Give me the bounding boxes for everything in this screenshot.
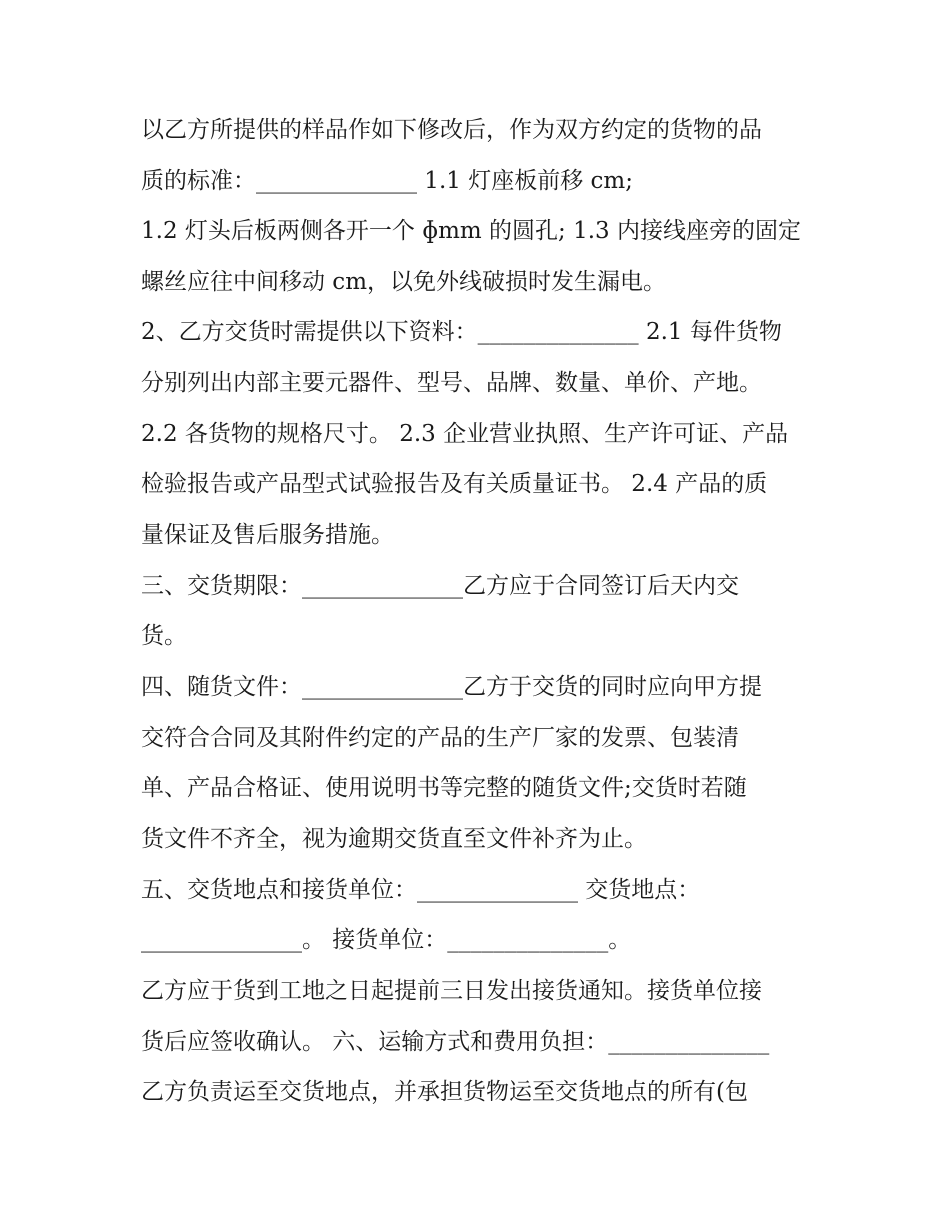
text-line-4: 螺丝应往中间移动 cm，以免外线破损时发生漏电。 (141, 269, 667, 295)
text-line-14: 单、产品合格证、使用说明书等完整的随货文件;交货时若随 (141, 775, 747, 801)
text-line-6: 分别列出内部主要元器件、型号、品牌、数量、单价、产地。 (141, 370, 762, 396)
text-line-8: 检验报告或产品型式试验报告及有关质量证书。 2.4 产品的质 (141, 471, 768, 497)
text-line-15: 货文件不齐全，视为逾期交货直至文件补齐为止。 (141, 826, 647, 852)
text-line-5: 2、乙方交货时需提供以下资料：______________ 2.1 每件货物 (141, 319, 782, 345)
text-line-18: 乙方应于货到工地之日起提前三日发出接货通知。接货单位接 (141, 978, 762, 1004)
text-line-10: 三、交货期限：______________乙方应于合同签订后天内交 (141, 573, 739, 599)
text-line-13: 交符合合同及其附件约定的产品的生产厂家的发票、包装清 (141, 725, 739, 751)
text-line-1: 以乙方所提供的样品作如下修改后，作为双方约定的货物的品 (141, 117, 762, 143)
text-line-2: 质的标准：______________ 1.1 灯座板前移 cm; (141, 168, 633, 194)
text-line-12: 四、随货文件：______________乙方于交货的同时应向甲方提 (141, 674, 762, 700)
text-line-11: 货。 (141, 623, 187, 649)
text-line-17: ______________。 接货单位：______________。 (141, 927, 632, 953)
text-line-16: 五、交货地点和接货单位：______________ 交货地点： (141, 877, 701, 903)
text-line-3: 1.2 灯头后板两侧各开一个 ɸmm 的圆孔; 1.3 内接线座旁的固定 (141, 218, 801, 244)
text-line-19: 货后应签收确认。 六、运输方式和费用负担：______________ (141, 1029, 770, 1055)
text-line-9: 量保证及售后服务措施。 (141, 522, 394, 548)
text-line-20: 乙方负责运至交货地点，并承担货物运至交货地点的所有(包 (141, 1079, 748, 1105)
text-line-7: 2.2 各货物的规格尺寸。 2.3 企业营业执照、生产许可证、产品 (141, 421, 789, 447)
